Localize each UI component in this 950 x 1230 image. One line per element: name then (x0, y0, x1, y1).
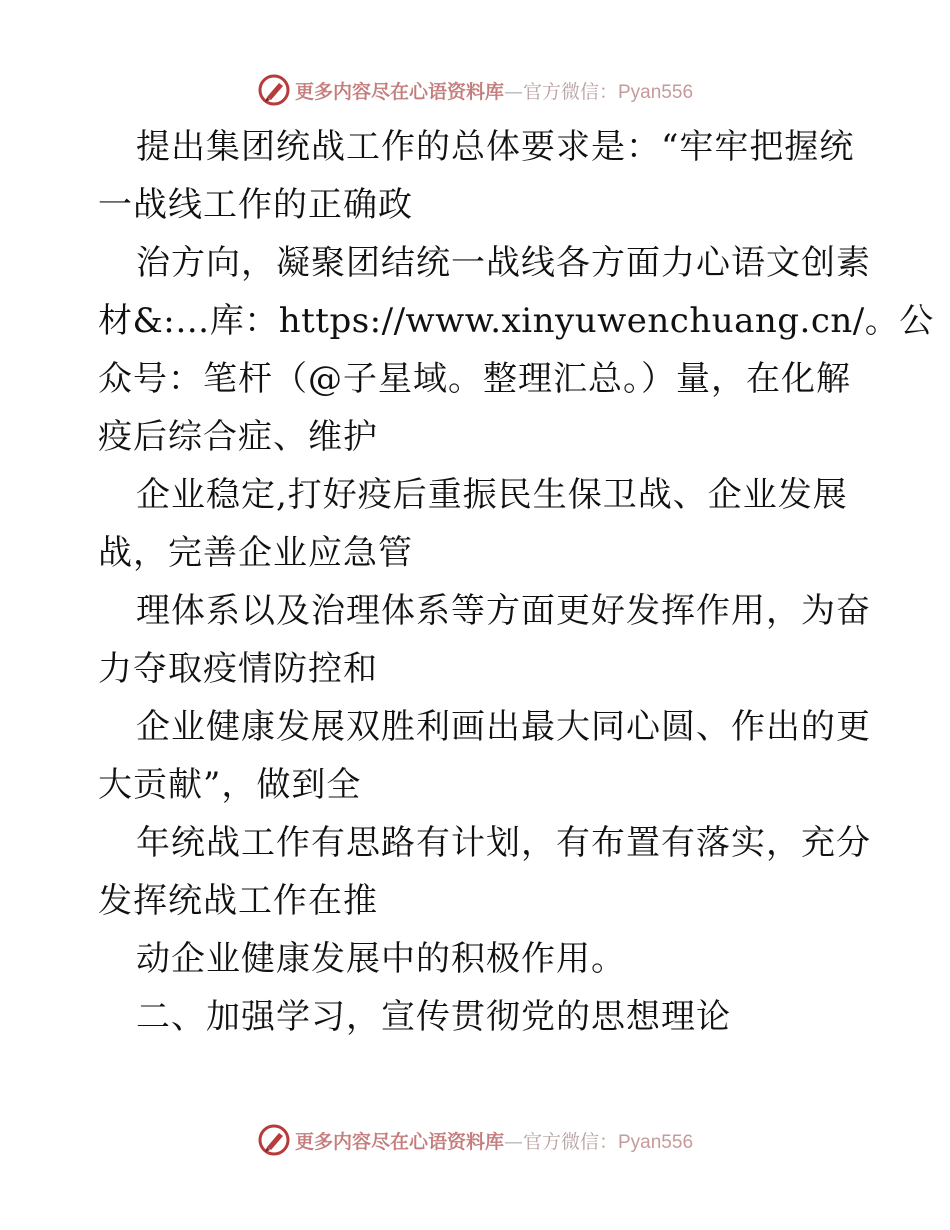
header-wechat-id: Pyan556 (618, 81, 694, 103)
body-line: 理体系以及治理体系等方面更好发挥作用，为奋 (136, 591, 871, 631)
header-banner (0, 70, 950, 110)
body-line: 力夺取疫情防控和 (98, 649, 378, 689)
body-line: 动企业健康发展中的积极作用。 (136, 939, 626, 979)
body-line: 年统战工作有思路有计划，有布置有落实，充分 (136, 823, 871, 863)
header-brand: 更多内容尽在心语资料库 (294, 80, 504, 103)
body-line: 企业健康发展双胜利画出最大同心圆、作出的更 (136, 707, 871, 747)
body-line: 疫后综合症、维护 (98, 417, 378, 457)
footer-banner-text (295, 1127, 693, 1154)
header-banner-text (295, 77, 693, 104)
body-line: 战，完善企业应急管 (98, 533, 413, 573)
pen-logo-icon (257, 1123, 291, 1157)
footer-banner (0, 1120, 950, 1160)
header-separator: — (503, 80, 523, 103)
body-line: 发挥统战工作在推 (98, 881, 378, 921)
body-line: 治方向，凝聚团结统一战线各方面力心语文创素 (136, 243, 871, 283)
body-line: 企业稳定,打好疫后重振民生保卫战、企业发展 (136, 475, 848, 515)
document-body (98, 118, 934, 1046)
body-line: 众号：笔杆（@子星域。整理汇总。）量，在化解 (98, 359, 851, 399)
body-line: 大贡献”，做到全 (98, 765, 362, 805)
header-wechat-label: 官方微信： (522, 80, 618, 103)
body-line-url: 材&:…库：https://www.xinyuwenchuang.cn/。公 (98, 301, 934, 341)
footer-brand: 更多内容尽在心语资料库 (294, 1130, 504, 1153)
section-heading: 二、加强学习，宣传贯彻党的思想理论 (136, 997, 731, 1037)
pen-logo-icon (257, 73, 291, 107)
footer-separator: — (503, 1130, 523, 1153)
footer-wechat-label: 官方微信： (522, 1130, 618, 1153)
body-line: 一战线工作的正确政 (98, 185, 413, 225)
footer-wechat-id: Pyan556 (618, 1131, 694, 1153)
body-line: 提出集团统战工作的总体要求是：“牢牢把握统 (136, 127, 855, 167)
